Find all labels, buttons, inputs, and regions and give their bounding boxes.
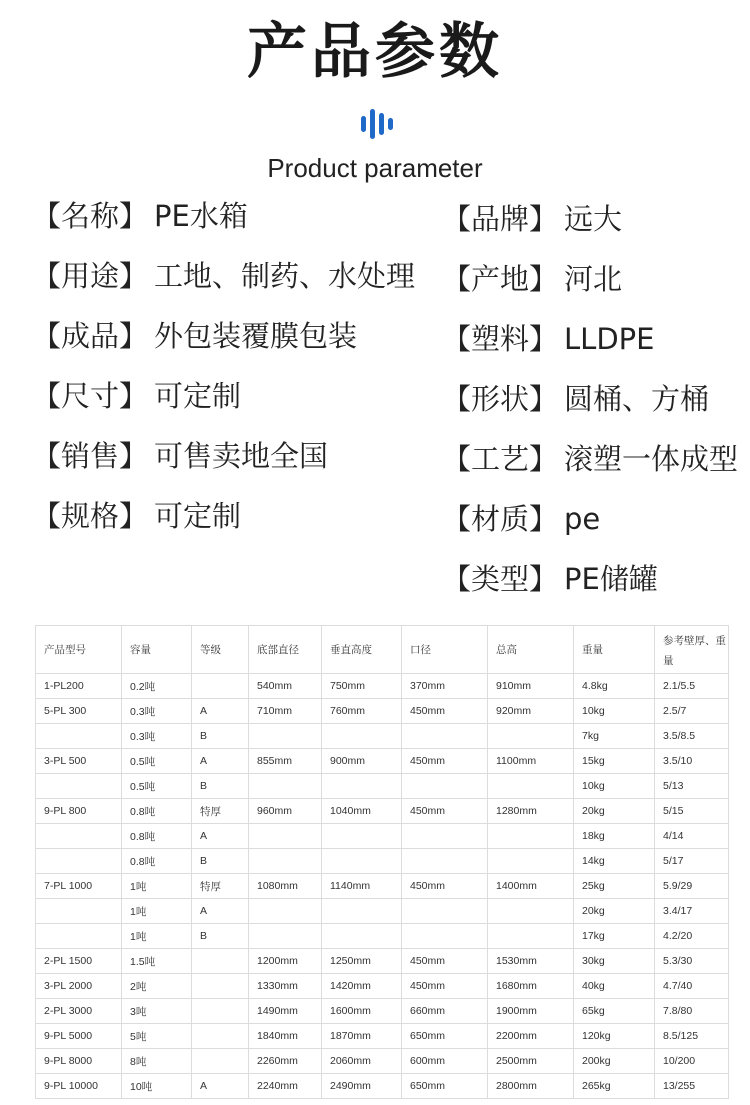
table-cell: 855mm bbox=[249, 749, 322, 774]
param-label: 【成品】 bbox=[32, 319, 149, 353]
table-cell: 1530mm bbox=[488, 949, 574, 974]
table-cell: 1100mm bbox=[488, 749, 574, 774]
table-cell: 9-PL 5000 bbox=[36, 1024, 122, 1049]
table-header: 总高 bbox=[488, 626, 574, 674]
table-cell bbox=[322, 824, 402, 849]
table-cell: 1420mm bbox=[322, 974, 402, 999]
param-label: 【规格】 bbox=[32, 499, 149, 533]
param-item bbox=[442, 319, 654, 359]
table-cell: 600mm bbox=[402, 1049, 488, 1074]
table-cell: 3.5/10 bbox=[655, 749, 729, 774]
table-cell bbox=[36, 899, 122, 924]
table-cell: 1900mm bbox=[488, 999, 574, 1024]
table-cell bbox=[249, 724, 322, 749]
table-cell: 3.5/8.5 bbox=[655, 724, 729, 749]
table-row bbox=[36, 874, 729, 899]
table-cell: 2-PL 1500 bbox=[36, 949, 122, 974]
table-cell: 0.2吨 bbox=[122, 674, 192, 699]
table-cell: 2060mm bbox=[322, 1049, 402, 1074]
table-cell: 8.5/125 bbox=[655, 1024, 729, 1049]
param-label: 【销售】 bbox=[32, 439, 149, 473]
table-row bbox=[36, 1074, 729, 1099]
param-value: PE储罐 bbox=[564, 562, 658, 596]
table-cell: 750mm bbox=[322, 674, 402, 699]
param-item bbox=[32, 436, 328, 476]
param-value: 工地、制药、水处理 bbox=[154, 259, 416, 293]
param-value: pe bbox=[564, 502, 601, 536]
table-cell bbox=[322, 724, 402, 749]
table-cell: 650mm bbox=[402, 1074, 488, 1099]
table-cell bbox=[192, 674, 249, 699]
table-cell: 2260mm bbox=[249, 1049, 322, 1074]
param-item bbox=[32, 376, 241, 416]
table-cell bbox=[488, 899, 574, 924]
table-cell: 1870mm bbox=[322, 1024, 402, 1049]
table-cell: 0.3吨 bbox=[122, 724, 192, 749]
table-cell bbox=[402, 824, 488, 849]
table-cell: 1600mm bbox=[322, 999, 402, 1024]
table-cell: 特厚 bbox=[192, 799, 249, 824]
param-label: 【名称】 bbox=[32, 199, 149, 233]
table-cell: 2.1/5.5 bbox=[655, 674, 729, 699]
table-cell: 7-PL 1000 bbox=[36, 874, 122, 899]
table-cell: 65kg bbox=[574, 999, 655, 1024]
table-cell bbox=[322, 899, 402, 924]
param-value: 滚塑一体成型 bbox=[564, 442, 739, 476]
table-cell: 1200mm bbox=[249, 949, 322, 974]
param-item bbox=[32, 196, 248, 236]
table-row bbox=[36, 824, 729, 849]
table-cell: B bbox=[192, 924, 249, 949]
table-cell bbox=[488, 849, 574, 874]
table-row bbox=[36, 899, 729, 924]
param-value: 可定制 bbox=[154, 379, 242, 413]
table-cell bbox=[249, 899, 322, 924]
table-cell: 18kg bbox=[574, 824, 655, 849]
table-cell bbox=[402, 774, 488, 799]
table-header: 容量 bbox=[122, 626, 192, 674]
table-cell: 4.7/40 bbox=[655, 974, 729, 999]
table-header: 产品型号 bbox=[36, 626, 122, 674]
param-label: 【用途】 bbox=[32, 259, 149, 293]
page-subtitle: Product parameter bbox=[267, 153, 483, 183]
table-cell bbox=[402, 924, 488, 949]
param-label: 【品牌】 bbox=[442, 202, 559, 236]
table-cell: 1330mm bbox=[249, 974, 322, 999]
table-cell: 0.8吨 bbox=[122, 824, 192, 849]
table-row bbox=[36, 774, 729, 799]
table-header: 底部直径 bbox=[249, 626, 322, 674]
table-cell: 200kg bbox=[574, 1049, 655, 1074]
table-cell: B bbox=[192, 724, 249, 749]
table-cell: 2500mm bbox=[488, 1049, 574, 1074]
table-cell: 9-PL 8000 bbox=[36, 1049, 122, 1074]
table-cell bbox=[488, 724, 574, 749]
table-cell: 960mm bbox=[249, 799, 322, 824]
table-cell: 760mm bbox=[322, 699, 402, 724]
table-cell: 710mm bbox=[249, 699, 322, 724]
param-value: LLDPE bbox=[564, 322, 655, 356]
table-cell: 3.4/17 bbox=[655, 899, 729, 924]
table-cell: 265kg bbox=[574, 1074, 655, 1099]
table-cell: 10kg bbox=[574, 774, 655, 799]
param-label: 【形状】 bbox=[442, 382, 559, 416]
table-cell: 900mm bbox=[322, 749, 402, 774]
table-row bbox=[36, 849, 729, 874]
table-cell: 7kg bbox=[574, 724, 655, 749]
table-cell: 5吨 bbox=[122, 1024, 192, 1049]
param-label: 【产地】 bbox=[442, 262, 559, 296]
table-cell: 0.5吨 bbox=[122, 774, 192, 799]
table-cell: 1040mm bbox=[322, 799, 402, 824]
table-cell: 660mm bbox=[402, 999, 488, 1024]
table-cell: 540mm bbox=[249, 674, 322, 699]
table-row bbox=[36, 699, 729, 724]
table-cell: 5.3/30 bbox=[655, 949, 729, 974]
table-cell: 3-PL 2000 bbox=[36, 974, 122, 999]
table-cell: 5/17 bbox=[655, 849, 729, 874]
spec-table bbox=[35, 625, 729, 1099]
table-cell: 40kg bbox=[574, 974, 655, 999]
table-header: 参考壁厚、重量 bbox=[655, 626, 729, 674]
param-item bbox=[442, 379, 709, 419]
table-cell: 1250mm bbox=[322, 949, 402, 974]
table-cell: 14kg bbox=[574, 849, 655, 874]
param-value: PE水箱 bbox=[154, 199, 248, 233]
table-cell: 2200mm bbox=[488, 1024, 574, 1049]
table-cell: 4/14 bbox=[655, 824, 729, 849]
table-cell: 1080mm bbox=[249, 874, 322, 899]
param-value: 河北 bbox=[564, 262, 623, 296]
table-cell: B bbox=[192, 774, 249, 799]
table-cell: 0.8吨 bbox=[122, 799, 192, 824]
table-cell: 1.5吨 bbox=[122, 949, 192, 974]
table-row bbox=[36, 1024, 729, 1049]
table-cell: 20kg bbox=[574, 899, 655, 924]
table-cell: 450mm bbox=[402, 949, 488, 974]
param-label: 【类型】 bbox=[442, 562, 559, 596]
table-cell bbox=[488, 924, 574, 949]
table-cell: 0.8吨 bbox=[122, 849, 192, 874]
table-body bbox=[36, 674, 729, 1099]
param-item bbox=[442, 439, 738, 479]
table-row bbox=[36, 1049, 729, 1074]
table-header: 口径 bbox=[402, 626, 488, 674]
table-cell: 25kg bbox=[574, 874, 655, 899]
param-value: 圆桶、方桶 bbox=[564, 382, 710, 416]
table-row bbox=[36, 674, 729, 699]
table-row bbox=[36, 974, 729, 999]
table-header: 等级 bbox=[192, 626, 249, 674]
table-cell bbox=[249, 924, 322, 949]
table-header-row bbox=[36, 626, 729, 674]
table-cell: 1280mm bbox=[488, 799, 574, 824]
table-cell: 1400mm bbox=[488, 874, 574, 899]
table-cell: 2800mm bbox=[488, 1074, 574, 1099]
table-cell bbox=[249, 774, 322, 799]
param-item bbox=[32, 316, 357, 356]
table-cell: B bbox=[192, 849, 249, 874]
table-cell: 1吨 bbox=[122, 899, 192, 924]
table-cell: 9-PL 800 bbox=[36, 799, 122, 824]
param-label: 【材质】 bbox=[442, 502, 559, 536]
table-cell: 450mm bbox=[402, 749, 488, 774]
table-cell: 5/13 bbox=[655, 774, 729, 799]
table-cell: 1140mm bbox=[322, 874, 402, 899]
table-cell: 3吨 bbox=[122, 999, 192, 1024]
table-cell bbox=[36, 724, 122, 749]
table-cell bbox=[36, 924, 122, 949]
table-cell: 1-PL200 bbox=[36, 674, 122, 699]
param-item bbox=[32, 256, 415, 296]
table-cell: 0.3吨 bbox=[122, 699, 192, 724]
table-cell: 450mm bbox=[402, 974, 488, 999]
table-cell bbox=[402, 724, 488, 749]
table-cell: 910mm bbox=[488, 674, 574, 699]
table-cell: 10吨 bbox=[122, 1074, 192, 1099]
table-cell: 17kg bbox=[574, 924, 655, 949]
table-cell: 3-PL 500 bbox=[36, 749, 122, 774]
param-value: 可售卖地全国 bbox=[154, 439, 329, 473]
table-cell: 7.8/80 bbox=[655, 999, 729, 1024]
table-cell bbox=[36, 774, 122, 799]
table-cell: 15kg bbox=[574, 749, 655, 774]
table-cell bbox=[402, 899, 488, 924]
param-value: 可定制 bbox=[154, 499, 242, 533]
table-cell: 20kg bbox=[574, 799, 655, 824]
table-cell: 13/255 bbox=[655, 1074, 729, 1099]
table-cell: 5.9/29 bbox=[655, 874, 729, 899]
table-cell: A bbox=[192, 899, 249, 924]
table-cell bbox=[249, 849, 322, 874]
table-cell bbox=[488, 774, 574, 799]
table-cell: 650mm bbox=[402, 1024, 488, 1049]
table-row bbox=[36, 924, 729, 949]
table-header: 重量 bbox=[574, 626, 655, 674]
table-cell bbox=[402, 849, 488, 874]
table-cell: 0.5吨 bbox=[122, 749, 192, 774]
table-cell: 2-PL 3000 bbox=[36, 999, 122, 1024]
param-label: 【塑料】 bbox=[442, 322, 559, 356]
param-value: 外包装覆膜包装 bbox=[154, 319, 358, 353]
table-cell: 1吨 bbox=[122, 874, 192, 899]
table-cell: 120kg bbox=[574, 1024, 655, 1049]
table-cell: 370mm bbox=[402, 674, 488, 699]
table-cell: 1490mm bbox=[249, 999, 322, 1024]
table-cell: 9-PL 10000 bbox=[36, 1074, 122, 1099]
table-row bbox=[36, 749, 729, 774]
table-cell: A bbox=[192, 699, 249, 724]
table-cell: 4.8kg bbox=[574, 674, 655, 699]
table-row bbox=[36, 999, 729, 1024]
table-cell: 8吨 bbox=[122, 1049, 192, 1074]
table-cell: 2.5/7 bbox=[655, 699, 729, 724]
table-cell: A bbox=[192, 824, 249, 849]
table-row bbox=[36, 949, 729, 974]
table-cell: 450mm bbox=[402, 699, 488, 724]
param-item bbox=[32, 496, 241, 536]
table-cell bbox=[192, 999, 249, 1024]
table-cell: 5/15 bbox=[655, 799, 729, 824]
table-cell bbox=[36, 824, 122, 849]
table-cell: 4.2/20 bbox=[655, 924, 729, 949]
param-value: 远大 bbox=[564, 202, 623, 236]
param-item bbox=[442, 259, 622, 299]
table-cell bbox=[322, 924, 402, 949]
table-cell: 450mm bbox=[402, 874, 488, 899]
table-cell: 2490mm bbox=[322, 1074, 402, 1099]
table-cell bbox=[36, 849, 122, 874]
table-cell: 2吨 bbox=[122, 974, 192, 999]
table-row bbox=[36, 724, 729, 749]
table-cell: 30kg bbox=[574, 949, 655, 974]
table-cell bbox=[192, 949, 249, 974]
table-cell: 1680mm bbox=[488, 974, 574, 999]
table-cell: A bbox=[192, 749, 249, 774]
table-cell: 5-PL 300 bbox=[36, 699, 122, 724]
table-cell bbox=[249, 824, 322, 849]
param-label: 【尺寸】 bbox=[32, 379, 149, 413]
table-cell bbox=[192, 1024, 249, 1049]
table-row bbox=[36, 799, 729, 824]
table-cell: 1840mm bbox=[249, 1024, 322, 1049]
table-cell: 10/200 bbox=[655, 1049, 729, 1074]
table-cell: 1吨 bbox=[122, 924, 192, 949]
param-label: 【工艺】 bbox=[442, 442, 559, 476]
table-cell: 10kg bbox=[574, 699, 655, 724]
table-cell bbox=[192, 974, 249, 999]
table-cell bbox=[322, 849, 402, 874]
table-cell: 920mm bbox=[488, 699, 574, 724]
param-item bbox=[442, 199, 622, 239]
table-cell: 450mm bbox=[402, 799, 488, 824]
table-cell bbox=[322, 774, 402, 799]
table-cell bbox=[192, 1049, 249, 1074]
table-cell: A bbox=[192, 1074, 249, 1099]
table-cell: 特厚 bbox=[192, 874, 249, 899]
table-cell bbox=[488, 824, 574, 849]
page-title: 产品参数 bbox=[247, 17, 503, 87]
param-item bbox=[442, 499, 600, 539]
table-header: 垂直高度 bbox=[322, 626, 402, 674]
table-cell: 2240mm bbox=[249, 1074, 322, 1099]
param-item bbox=[442, 559, 658, 599]
